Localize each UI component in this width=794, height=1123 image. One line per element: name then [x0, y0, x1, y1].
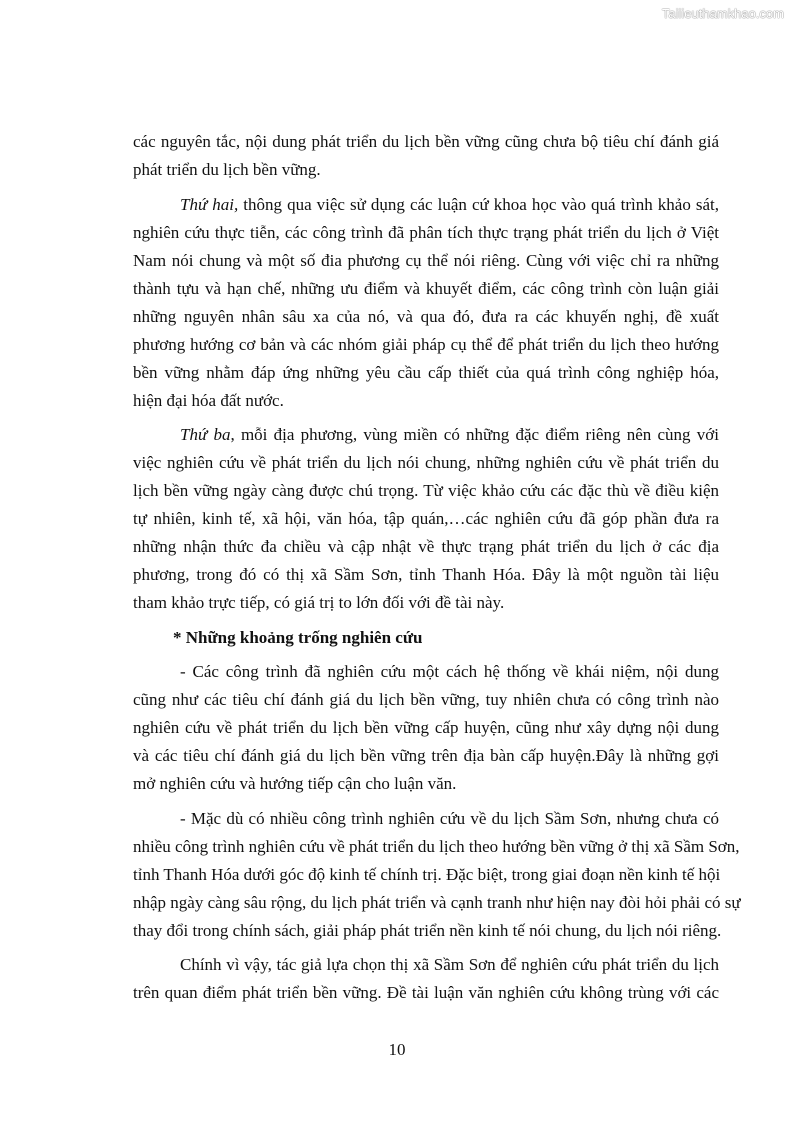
italic-lead: Thứ hai, — [180, 194, 239, 214]
text-line: phát triển du lịch bền vững. — [133, 160, 321, 179]
text-fragment: , mỗi địa phương, vùng miền có những đặc điểm riêng nên cùng với — [230, 425, 719, 444]
watermark: Tailieuthamkhao.com — [661, 6, 784, 21]
text-line: nghiên cứu thực tiễn, các công trình đã phân tích thực trạng phát triển du lịch ở Việt — [133, 222, 719, 242]
text-line: tham khảo trực tiếp, có giá trị to lớn đối với đề tài này. — [133, 593, 505, 612]
text-line: các nguyên tắc, nội dung phát triển du lịch bền vững cũng chưa bộ tiêu chí đánh giá — [133, 132, 719, 151]
text-line: những nhận thức đa chiều và cập nhật về thực trạng phát triển du lịch ở các địa — [133, 537, 719, 556]
text-line: nhiều công trình nghiên cứu về phát triển du lịch theo hướng bền vững ở thị xã Sầm Sơn, — [133, 836, 740, 856]
italic-lead: Thứ ba — [180, 425, 231, 444]
text-line: mở nghiên cứu và hướng tiếp cận cho luận văn. — [133, 774, 457, 793]
page-body — [133, 128, 741, 1007]
text-line: lịch bền vững ngày càng được chú trọng. Từ việc khảo cứu các đặc thù về điều kiện — [133, 481, 719, 500]
text-line — [133, 191, 719, 219]
text-line: việc nghiên cứu về phát triển du lịch nói chung, những nghiên cứu về phát triển du — [133, 453, 719, 472]
text-line: nhập ngày càng sâu rộng, du lịch phát triển và cạnh tranh như hiện nay đòi hỏi phải có sự — [133, 892, 741, 912]
text-fragment: thông qua việc sử dụng các luận cứ khoa học vào quá trình khảo sát, — [238, 194, 719, 214]
page-number: 10 — [388, 1040, 406, 1059]
text-line: cũng như các tiêu chí đánh giá du lịch bền vững, tuy nhiên chưa có công trình nào — [133, 690, 719, 709]
section-heading: * Những khoảng trống nghiên cứu — [173, 627, 423, 647]
text-line: tỉnh Thanh Hóa dưới góc độ kinh tế chính trị. Đặc biệt, trong giai đoạn nền kinh tế hội — [133, 864, 721, 884]
text-line: thay đổi trong chính sách, giải pháp phát triển nền kinh tế nói chung, du lịch nói riêng. — [133, 920, 722, 940]
text-line: hiện đại hóa đất nước. — [133, 390, 284, 410]
text-line: nghiên cứu về phát triển du lịch bền vững cấp huyện, cũng như xây dựng nội dung — [133, 718, 719, 737]
text-line: - Mặc dù có nhiều công trình nghiên cứu về du lịch Sầm Sơn, nhưng chưa có — [180, 808, 719, 828]
text-line: Nam nói chung và một số đia phương cụ thể nói riêng. Cùng với việc chỉ ra những — [133, 250, 719, 270]
text-line: bền vững nhằm đáp ứng những yêu cầu cấp thiết của quá trình công nghiệp hóa, — [133, 362, 719, 382]
text-line: - Các công trình đã nghiên cứu một cách hệ thống về khái niệm, nội dung — [180, 662, 719, 681]
text-line: phương, trong đó có thị xã Sầm Sơn, tỉnh Thanh Hóa. Đây là một nguồn tài liệu — [133, 565, 719, 584]
text-line: thành tựu và hạn chế, những ưu điểm và khuyết điểm, các công trình còn luận giải — [133, 278, 719, 298]
text-line: trên quan điểm phát triển bền vững. Đề tài luận văn nghiên cứu không trùng với các — [133, 983, 719, 1002]
text-line — [133, 421, 719, 449]
text-line: Chính vì vậy, tác giả lựa chọn thị xã Sầm Sơn để nghiên cứu phát triển du lịch — [180, 955, 719, 974]
text-line: tự nhiên, kinh tế, xã hội, văn hóa, tập quán,…các nghiên cứu đã góp phần đưa ra — [133, 509, 719, 528]
text-line: những nguyên nhân sâu xa của nó, và qua đó, đưa ra các khuyến nghị, đề xuất — [133, 306, 719, 326]
text-line: phương hướng cơ bản và các nhóm giải pháp cụ thể để phát triển du lịch theo hướng — [133, 334, 719, 354]
text-line: và các tiêu chí đánh giá du lịch bền vững trên địa bàn cấp huyện.Đây là những gợi — [133, 746, 719, 765]
